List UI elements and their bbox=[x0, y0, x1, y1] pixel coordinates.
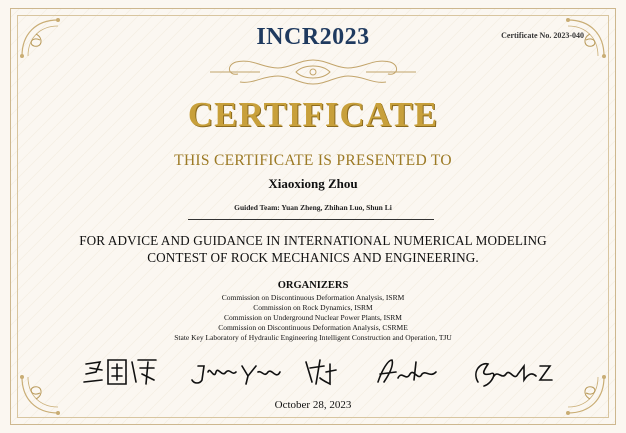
presented-to-line: THIS CERTIFICATE IS PRESENTED TO bbox=[174, 152, 452, 169]
organizer-item: State Key Laboratory of Hydraulic Engineering Intelligent Construction and Operation, TJU bbox=[174, 333, 452, 342]
divider-line bbox=[188, 219, 434, 220]
event-title: INCR2023 bbox=[256, 24, 370, 50]
organizers-heading: ORGANIZERS bbox=[277, 280, 349, 291]
signature-4 bbox=[378, 360, 436, 382]
signature-1 bbox=[84, 360, 156, 384]
signatures-row bbox=[80, 352, 560, 392]
top-flourish-ornament bbox=[0, 54, 626, 90]
organizer-item: Commission on Rock Dynamics, ISRM bbox=[253, 303, 373, 312]
organizers-list bbox=[0, 293, 626, 343]
signature-5 bbox=[476, 364, 552, 386]
reason-line-2: CONTEST OF ROCK MECHANICS AND ENGINEERING. bbox=[147, 250, 479, 265]
certificate-number: Certificate No. 2023-040 bbox=[501, 31, 584, 40]
signature-2 bbox=[192, 366, 280, 384]
recipient-name: Xiaoxiong Zhou bbox=[268, 176, 358, 191]
guided-team: Guided Team: Yuan Zheng, Zhihan Luo, Shun Li bbox=[234, 203, 392, 212]
award-reason bbox=[40, 232, 586, 266]
organizer-item: Commission on Discontinuous Deformation Analysis, ISRM bbox=[221, 293, 405, 302]
organizer-item: Commission on Discontinuous Deformation Analysis, CSRME bbox=[218, 323, 408, 332]
certificate-heading: CERTIFICATE bbox=[187, 95, 439, 134]
reason-line-1: FOR ADVICE AND GUIDANCE IN INTERNATIONAL NUMERICAL MODELING bbox=[79, 233, 547, 248]
issue-date: October 28, 2023 bbox=[274, 399, 352, 411]
organizer-item: Commission on Underground Nuclear Power Plants, ISRM bbox=[224, 313, 402, 322]
signature-3 bbox=[306, 360, 336, 384]
